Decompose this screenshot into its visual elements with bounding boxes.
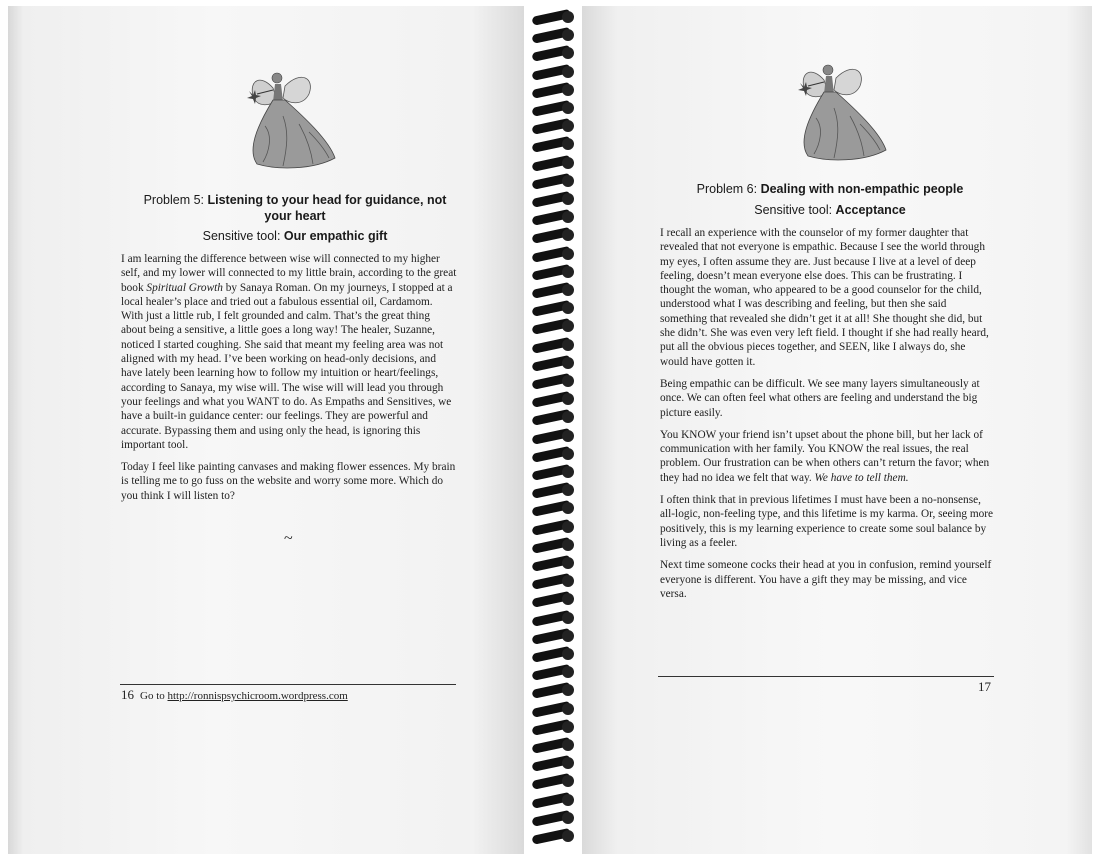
top-edge (0, 0, 1101, 6)
right-body-text (660, 226, 994, 609)
spiral-coil (532, 483, 574, 499)
spiral-coil (532, 501, 574, 517)
spiral-coil (532, 774, 574, 790)
spiral-coil (532, 829, 574, 845)
spiral-coil (532, 611, 574, 627)
sensitive-tool-6-prefix: Sensitive tool: (754, 203, 836, 217)
spiral-coil (532, 119, 574, 135)
spiral-coil (532, 556, 574, 572)
spiral-coil (532, 192, 574, 208)
right-paragraph-2: Being empathic can be difficult. We see many layers simultaneously at once. We can often feel what others are feeling and understand the big picture easily. (660, 377, 980, 419)
spiral-coil (532, 174, 574, 190)
blog-link[interactable]: http://ronnispsychicroom.wordpress.com (167, 690, 348, 702)
spiral-coil (532, 247, 574, 263)
spiral-coil (532, 83, 574, 99)
left-footer-rule (120, 684, 456, 685)
spiral-coil (532, 101, 574, 117)
problem-6-title: Dealing with non-empathic people (760, 182, 964, 196)
left-body-text (121, 252, 457, 511)
spiral-coil (532, 265, 574, 281)
spiral-coil (532, 447, 574, 463)
spiral-coil (532, 65, 574, 81)
left-paragraph-2: Today I feel like painting canvases and making flower essences. My brain is telling me to go fuss on the website and worry some more. Which do you think I will listen to? (121, 461, 456, 502)
spiral-coil (532, 702, 574, 718)
spiral-coil (532, 283, 574, 299)
spiral-coil (532, 228, 574, 244)
sensitive-tool-5 (130, 229, 460, 243)
fairy-illustration-right (794, 58, 894, 164)
fairy-illustration-left (243, 66, 343, 172)
book-title: Spiritual Growth (146, 281, 223, 294)
left-paragraph-1 (121, 252, 457, 452)
spiral-coil (532, 429, 574, 445)
problem-6-heading (660, 181, 1000, 197)
right-paragraph-5: Next time someone cocks their head at you in confusion, remind yourself everyone is different. You have a gift they may be missing, and vice versa. (660, 559, 992, 600)
spiral-coil (532, 28, 574, 44)
spiral-coil (532, 538, 574, 554)
right-paragraph-3 (660, 428, 994, 485)
spiral-coil (532, 156, 574, 172)
spiral-coil (532, 629, 574, 645)
right-p3-text: You KNOW your friend isn’t upset about the phone bill, but her lack of communication with her family. You KNOW the real issues, the real problem. Our frustration can be when others can’t return the favor; when they had no idea we felt that way. (660, 428, 990, 484)
footer-prefix: Go to (140, 690, 168, 702)
spiral-coil (532, 520, 574, 536)
right-paragraph-1: I recall an experience with the counselor of my former daughter that revealed that not everyone is empathic. Because I see the world through my eyes, I often assume they are. Just because I live at a level of deep feeling, doesn’t mean everyone else does. This can be frustrating. I thought the woman, who appeared to be a good counselor for the child, understood what I was describing and feeling, but then she said something that revealed she didn’t get it at all! She thought she did, but she didn’t. She was even very left field. I thought if she had really heard, put all the obvious pieces together, and SEEN, like I always do, she would have gotten it. (660, 227, 989, 368)
right-footer-rule (658, 676, 994, 677)
spiral-coil (532, 793, 574, 809)
page-number-17: 17 (978, 679, 991, 694)
sensitive-tool-5-name: Our empathic gift (283, 229, 388, 243)
sensitive-tool-5-prefix: Sensitive tool: (202, 229, 284, 243)
left-p1-text-a: I am learning the difference between wise will connected to my higher self, and my lower will connected to my little brain, according to the great book (121, 253, 457, 294)
spiral-coil (532, 301, 574, 317)
spiral-coil (532, 319, 574, 335)
spiral-coil (532, 683, 574, 699)
spiral-coil (532, 137, 574, 153)
spiral-coil (532, 210, 574, 226)
right-footer (978, 679, 997, 695)
spiral-coil (532, 10, 574, 26)
problem-5-title: Listening to your head for guidance, not your heart (207, 193, 447, 223)
spiral-coil (532, 374, 574, 390)
left-footer (121, 687, 348, 703)
page-number-16: 16 (121, 687, 134, 702)
right-paragraph-4: I often think that in previous lifetimes I must have been a no-nonsense, all-logic, non-feeling type, and this lifetime is my karma. Or, seeing more positively, this is my learning experience to create some soul balance by living as a feeler. (660, 494, 994, 549)
spiral-coil (532, 720, 574, 736)
spiral-coil (532, 574, 574, 590)
spiral-coil (532, 338, 574, 354)
spiral-coil (532, 811, 574, 827)
spiral-coil (532, 592, 574, 608)
sensitive-tool-6 (660, 203, 1000, 217)
right-p3-italic: We have to tell them. (814, 471, 909, 484)
spiral-coil (532, 465, 574, 481)
spiral-coil (532, 410, 574, 426)
spiral-binding (520, 10, 584, 854)
problem-5-heading (130, 192, 460, 224)
spiral-coil (532, 392, 574, 408)
sensitive-tool-6-name: Acceptance (835, 203, 906, 217)
spiral-coil (532, 738, 574, 754)
spiral-coil (532, 665, 574, 681)
problem-5-prefix: Problem 5: (143, 193, 208, 207)
spiral-coil (532, 647, 574, 663)
spiral-coil (532, 46, 574, 62)
left-p1-text-b: by Sanaya Roman. On my journeys, I stopped at a local healer’s place and tried out a fabulous essential oil, Cardamom. With just a little rub, I felt grounded and calm. That’s the great thing about being a sensitive, a little goes a long way! The healer, Suzanne, noticed I started coughing. She said that meant my feeling area was not aligned with my head. I’ve been working on head-only decisions, and have lately been learning how to follow my intuition or heart/feelings, according to Sanaya, my wise will. The wise will will lead you through your feelings and what you WANT to do. As Empaths and Sensitives, we have a built-in guidance center: our feelings. They are powerful and accurate. Bypassing them and using only the head, is ignoring this important tool. (121, 281, 453, 451)
problem-6-prefix: Problem 6: (696, 182, 761, 196)
spiral-coil (532, 756, 574, 772)
section-separator: ~ (284, 530, 293, 547)
spiral-coil (532, 356, 574, 372)
